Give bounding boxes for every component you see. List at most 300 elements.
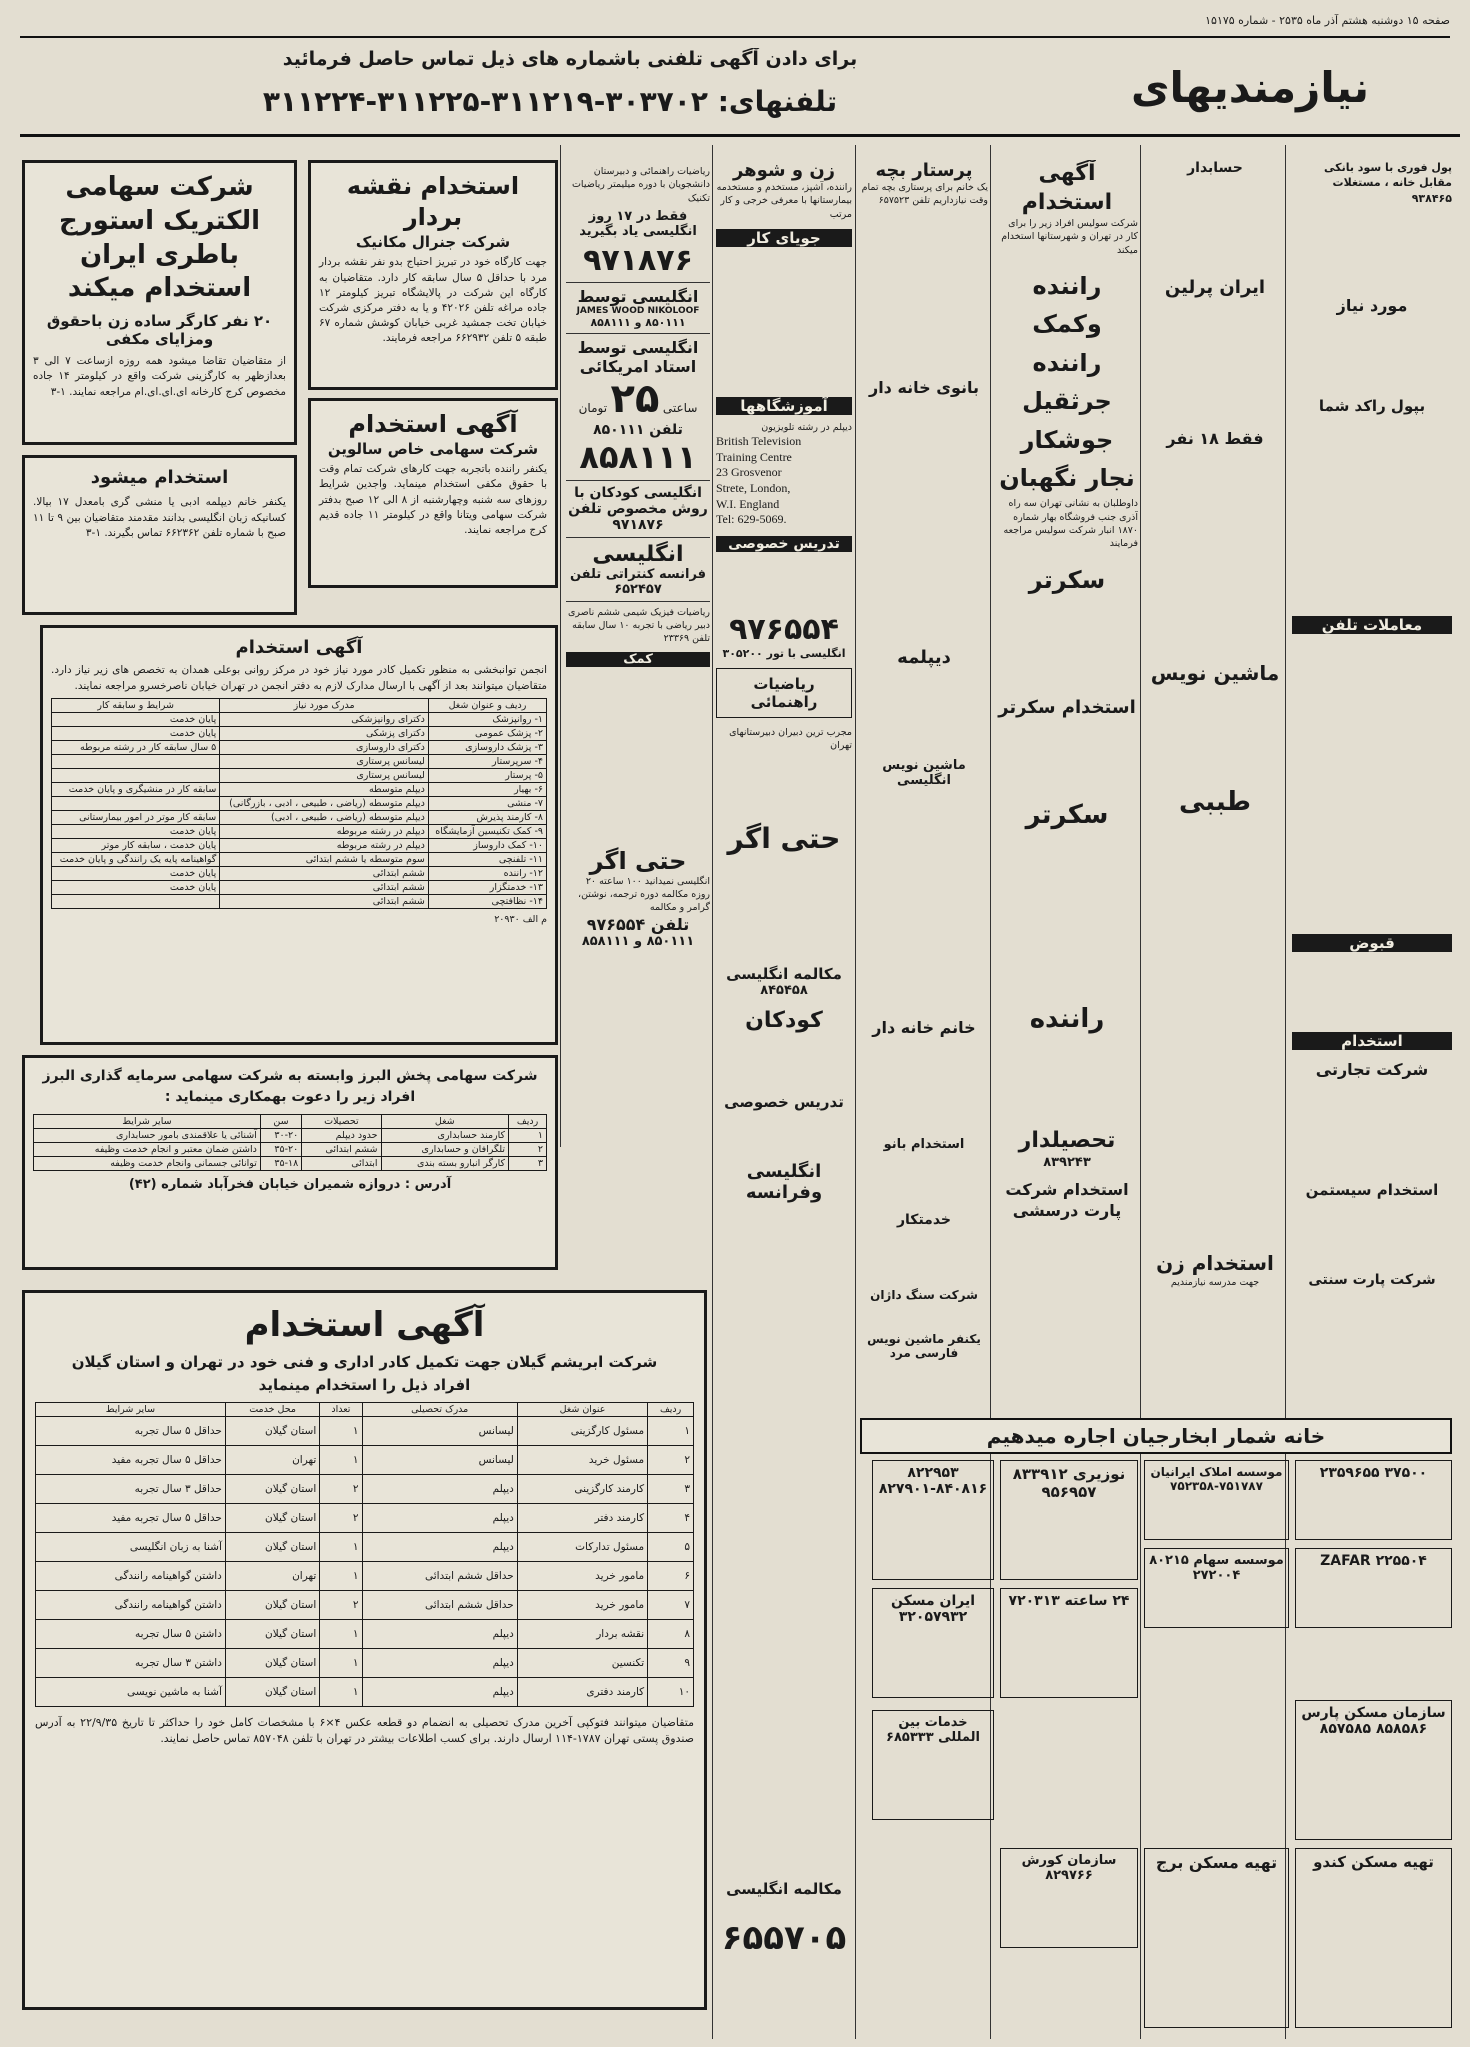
table-cell: کارگر انبارو بسته بندی	[381, 1157, 509, 1171]
french: فرانسه کنتراتی تلفن ۶۵۲۴۵۷	[569, 566, 707, 597]
alborz-row	[34, 1129, 547, 1143]
table-cell: گواهینامه پایه یک رانندگی و پایان خدمت	[52, 852, 220, 866]
employ2: استخدام سکرتر	[998, 696, 1136, 718]
rehab-title: آگهی استخدام	[235, 637, 363, 658]
phone2: ۸۵۰۱۱۱ و ۸۵۸۱۱۱	[590, 315, 686, 329]
col-rule	[1140, 145, 1141, 2039]
table-cell: داشتن گواهینامه رانندگی	[36, 1591, 226, 1620]
collector-phone: ۸۳۹۲۴۳	[1043, 1155, 1091, 1171]
table-header: سایر شرایط	[34, 1115, 261, 1129]
gilan-row	[36, 1649, 694, 1678]
employ-body: جهت مدرسه نیازمندیم	[1170, 1276, 1260, 1288]
table-cell: کارمند دفتر	[517, 1504, 647, 1533]
folio-line	[20, 14, 1450, 34]
music: ریاضیات فیزیک شیمی ششم ناصری دبیر ریاضی با تجربه ۱۰ سال سابقه تلفن ۲۳۳۶۹	[567, 606, 710, 645]
bottom-ad-2	[1144, 1460, 1289, 1540]
header-rule	[20, 36, 1450, 38]
rehab-row	[52, 740, 547, 754]
table-cell: پایان خدمت	[52, 726, 220, 740]
school-en-line: Tel: 629-5069.	[716, 512, 787, 527]
bottom-ad-1-text: ۳۷۵۰۰ ۲۳۵۹۶۵۵	[1319, 1465, 1428, 1481]
table-cell: لیسانس پرستاری	[220, 754, 429, 768]
diploma-title: دیپلمه	[897, 646, 951, 668]
housing-bar-text: خانه شمار ابخارجیان اجاره میدهیم	[986, 1424, 1326, 1448]
driver: راننده وکمک راننده جرثقیل جوشکار نجار نگهبان	[999, 272, 1135, 493]
table-cell: استان گیلان	[225, 1678, 319, 1707]
table-cell: ۱۰	[648, 1678, 694, 1707]
table-cell: آشنا به زبان انگلیسی	[36, 1533, 226, 1562]
mokaleme: مکالمه انگلیسی	[726, 965, 842, 984]
call-notice-text: برای دادن آگهی تلفنی باشماره های ذیل تماس حاصل فرمائید	[282, 48, 858, 70]
english-tosaw: انگلیسی توسط	[577, 286, 699, 306]
part-title: شرکت پارت سنتی	[1308, 1271, 1436, 1288]
kids: انگلیسی کودکان با روش مخصوص تلفن ۹۷۱۸۷۶	[568, 484, 708, 533]
employ: استخدام زن	[1156, 1250, 1274, 1275]
bank-title: پول فوری با سود بانکی مقابل خانه ، مستغلات ۹۳۸۴۶۵	[1324, 161, 1452, 205]
gilan-row	[36, 1620, 694, 1649]
table-cell	[52, 754, 220, 768]
salvin-body: یکنفر راننده باتجربه جهت کارهای شرکت تمام وقت با حقوق مکفی استخدام مینماید. واجدین شرایط روزهای سه شنبه وچهارشنبه از ۸ الی ۱۲ صبح بدفتر شرکت سهامی ویتانا واقع در کیلومتر ۱۱ جاده قدیم کرج مراجعه نمایند.	[319, 463, 548, 537]
bottom-ad-13	[1295, 1848, 1452, 2028]
bottom-ad-8	[1295, 1548, 1452, 1628]
table-cell: ۱	[320, 1533, 362, 1562]
table-cell: ۱۲- راننده	[428, 866, 546, 880]
women-body: راننده، آشپز، مستخدم و مستخدمه بیمارستانها با معرفی خرجی و کار مرتب	[716, 182, 852, 220]
school-bar: آموزشگاهها	[716, 397, 852, 415]
table-header: تعداد	[320, 1403, 362, 1417]
table-header: مدرک تحصیلی	[362, 1403, 517, 1417]
rehab-row	[52, 726, 547, 740]
hours: ساعتی	[662, 400, 698, 415]
table-cell: ۱	[320, 1417, 362, 1446]
map-ad	[308, 160, 558, 390]
battery-title: شرکت سهامی الکتریک استورج باطری ایران استخدام میکند	[58, 172, 261, 304]
rehab-ad	[40, 625, 558, 1045]
table-cell: آشنائی یا علاقمندی بامور حسابداری	[34, 1129, 261, 1143]
table-cell: دیپلم متوسطه (ریاضی ، طبیعی ، ادبی ، بازرگانی)	[220, 796, 429, 810]
table-header: مدرک مورد نیاز	[220, 698, 429, 712]
typist: ماشین نویس انگلیسی	[882, 757, 966, 788]
phones-list: ۳۰۳۷۰۲-۳۱۱۲۱۹-۳۱۱۲۲۵-۳۱۱۲۲۴	[262, 85, 708, 118]
table-cell: ۲	[320, 1475, 362, 1504]
bottom-ad-6-text: ۲۴ ساعته ۷۲۰۳۱۳	[1008, 1593, 1130, 1609]
table-cell: دیپلم متوسطه	[220, 782, 429, 796]
table-cell: ۱	[320, 1562, 362, 1591]
iran-perlin: ایران پرلین	[1164, 277, 1266, 298]
table-cell: دیپلم	[362, 1649, 517, 1678]
teacher-en: JAMES WOOD NIKOLOOF	[576, 305, 700, 316]
table-cell: ۱۴- نظافتچی	[428, 894, 546, 908]
table-cell: دیپلم در رشته مربوطه	[220, 824, 429, 838]
table-cell	[52, 894, 220, 908]
rehab-row	[52, 880, 547, 894]
driver2: راننده	[1029, 1003, 1105, 1034]
table-header: تحصیلات	[302, 1115, 381, 1129]
gilan-row	[36, 1417, 694, 1446]
table-cell: کارمند حسابداری	[381, 1129, 509, 1143]
phones-label: تلفنهای:	[717, 85, 838, 118]
masthead-rule	[20, 134, 1460, 137]
table-header: سایر شرایط	[36, 1403, 226, 1417]
school-en-line: Strete, London,	[716, 480, 791, 495]
table-header: ردیف و عنوان شغل	[428, 698, 546, 712]
col-4	[860, 160, 988, 1380]
table-cell: حداقل ششم ابتدائی	[362, 1591, 517, 1620]
hatta-big: حتی اگر	[727, 822, 841, 856]
table-cell: دکترای داروسازی	[220, 740, 429, 754]
bottom-ad-6	[1000, 1588, 1138, 1698]
price-line	[566, 376, 710, 422]
gilan-ad	[22, 1290, 707, 2010]
table-cell: ۴	[648, 1504, 694, 1533]
table-cell: سابقه کار موتر در امور بیمارستانی	[52, 810, 220, 824]
bottom-ad-8-text: ZAFAR ۲۲۵۵۰۴	[1320, 1553, 1427, 1569]
bottom-ad-11-text: تهیه مسکن برج	[1155, 1853, 1278, 1872]
kudakan: کودکان	[745, 1008, 823, 1034]
rehab-row	[52, 852, 547, 866]
table-cell: پایان خدمت ، سابقه کار موتر	[52, 838, 220, 852]
school-en-line: Training Centre	[716, 449, 792, 464]
table-cell: حدود دیپلم	[302, 1129, 381, 1143]
table-cell: ۱	[320, 1649, 362, 1678]
typist: ماشین نویس	[1150, 661, 1280, 686]
table-cell: دیپلم متوسطه (ریاضی ، طبیعی ، ادبی)	[220, 810, 429, 824]
trading-title: شرکت تجارتی	[1315, 1060, 1429, 1080]
alborz-ad	[22, 1055, 558, 1270]
alborz-table	[33, 1114, 547, 1171]
table-cell: دیپلم	[362, 1504, 517, 1533]
section-bar: کمک	[566, 652, 710, 667]
table-cell: تهران	[225, 1562, 319, 1591]
table-cell: دکترای روانپزشکی	[220, 712, 429, 726]
bottom-ad-4-text: ۸۲۲۹۵۳ ۸۲۷۹۰۱-۸۴۰۸۱۶	[878, 1465, 988, 1497]
table-cell: پایان خدمت	[52, 880, 220, 894]
salvin-company: شرکت سهامی خاص سالوین	[327, 440, 539, 459]
table-cell: پایان خدمت	[52, 824, 220, 838]
mokaleme2: مکالمه انگلیسی	[726, 1880, 842, 1898]
table-cell: ۲	[320, 1504, 362, 1533]
table-cell: ۳۰-۲۰	[260, 1129, 301, 1143]
bottom-ad-3-text: نوزیری ۸۳۳۹۱۲ ۹۵۶۹۵۷	[1012, 1465, 1126, 1501]
table-cell: حداقل ۵ سال تجربه مفید	[36, 1504, 226, 1533]
table-cell: دیپلم در رشته مربوطه	[220, 838, 429, 852]
table-cell: ۷- منشی	[428, 796, 546, 810]
hiring-title: استخدام میشود	[90, 467, 229, 488]
table-header: سن	[260, 1115, 301, 1129]
table-cell: ۶- بهیار	[428, 782, 546, 796]
table-cell	[52, 796, 220, 810]
phone-trade-bar: معاملات تلفن	[1292, 616, 1452, 634]
table-cell: ۱	[320, 1620, 362, 1649]
big-phone: ۶۵۵۷۰۵	[721, 1918, 847, 1958]
map-company: شرکت جنرال مکانیک	[355, 233, 511, 252]
phone1: ۹۷۱۸۷۶	[583, 242, 693, 278]
table-cell: مامور خرید	[517, 1591, 647, 1620]
table-cell: پایان خدمت	[52, 866, 220, 880]
rehab-row	[52, 768, 547, 782]
qabz-bar: قبوض	[1292, 934, 1452, 952]
table-cell: ۱	[320, 1678, 362, 1707]
gilan-row	[36, 1591, 694, 1620]
table-cell: سوم متوسطه یا ششم ابتدائی	[220, 852, 429, 866]
school-en-line: 23 Grosvenor	[716, 465, 782, 480]
table-cell: استان گیلان	[225, 1591, 319, 1620]
table-cell: دیپلم	[362, 1678, 517, 1707]
table-cell: ۳- پزشک داروسازی	[428, 740, 546, 754]
col-6	[1146, 160, 1284, 1380]
table-cell: ششم ابتدائی	[220, 880, 429, 894]
table-cell: استان گیلان	[225, 1417, 319, 1446]
table-header: ردیف	[648, 1403, 694, 1417]
gilan-footer: متقاضیان میتوانند فتوکپی آخرین مدرک تحصیلی به انضمام دو قطعه عکس ۴×۶ با مشخصات کامل خود را حداکثر تا تاریخ ۲۲/۹/۳۵ به آدرس صندوق پستی تهران ۱۷۸۷-۱۱۴ ارسال دارند. برای کسب اطلاعات بیشتر در تهران با تلفن ۸۵۷۰۴۸ تماس حاصل نمایند.	[35, 1716, 694, 1746]
table-cell: حداقل ششم ابتدائی	[362, 1562, 517, 1591]
eighteen: فقط ۱۸ نفر	[1166, 429, 1264, 449]
driver-body: داوطلبان به نشانی تهران سه راه آذری جنب فروشگاه بهار شماره ۱۸۷۰ انبار شرکت سولیس مراجعه فرمایند	[1003, 498, 1138, 550]
table-cell: ۲	[648, 1446, 694, 1475]
khadamat: خدمتکار	[896, 1211, 952, 1228]
col-rule	[712, 145, 713, 2039]
secretary: سکرتر	[1028, 565, 1106, 594]
gilan-row	[36, 1533, 694, 1562]
table-cell: توانائی جسمانی وانجام خدمت وظیفه	[34, 1157, 261, 1171]
rehab-row	[52, 866, 547, 880]
bottom-ad-5	[1144, 1548, 1289, 1628]
phone3: تلفن ۸۵۰۱۱۱	[593, 421, 683, 438]
map-title: استخدام نقشه بردار	[346, 172, 520, 232]
table-cell: دیپلم	[362, 1620, 517, 1649]
table-cell: کارمند کارگزینی	[517, 1475, 647, 1504]
table-cell: مسئول خرید	[517, 1446, 647, 1475]
table-cell: تهران	[225, 1446, 319, 1475]
phones-band	[90, 80, 1010, 124]
housewife-title: بانوی خانه دار	[868, 377, 979, 397]
table-cell: داشتن ۳ سال تجربه	[36, 1649, 226, 1678]
tebbi: طببی	[1178, 787, 1252, 818]
rehab-intro: انجمن توانبخشی به منظور تکمیل کادر مورد نیاز خود در مرکز روانی بوعلی همدان به تخصص های زیر نیاز دارد. متقاضیان میتوانند بعد از آگهی با ارسال مدارک لازم به دفتر انجمن در تهران خیابان ناصرخسرو مراجعه نمایند.	[51, 664, 547, 692]
call-notice	[130, 48, 1010, 78]
table-cell: لیسانس	[362, 1446, 517, 1475]
col-mid	[566, 165, 710, 1285]
phone6: ۸۵۰۱۱۱ و ۸۵۸۱۱۱	[581, 933, 695, 949]
rehab-row	[52, 810, 547, 824]
bottom-ad-9-text: سازمان مسکن پارس ۸۵۸۵۸۶ ۸۵۷۵۸۵	[1301, 1705, 1446, 1737]
gilan-row	[36, 1475, 694, 1504]
gilan-table	[35, 1402, 694, 1707]
bottom-ad-7-text: ایران مسکن ۳۲۰۵۷۹۳۲	[890, 1593, 976, 1625]
hatta: حتی اگر	[589, 846, 687, 875]
english-ad: ریاضیات راهنمائی و دبیرستان دانشجویان با دوره میلیمتر ریاضیات تکنیک	[571, 166, 710, 204]
women-title: زن و شوهر	[732, 160, 836, 181]
salvin-title: آگهی استخدام	[348, 410, 518, 438]
table-cell: داشتن ۵ سال تجربه	[36, 1620, 226, 1649]
agahi-body: شرکت سولیس افراد زیر را برای کار در تهران و شهرستانها استخدام میکند	[1001, 218, 1138, 256]
table-cell: ششم ابتدائی	[220, 894, 429, 908]
table-header: عنوان شغل	[517, 1403, 647, 1417]
table-cell: ۱۰- کمک داروساز	[428, 838, 546, 852]
table-cell: ۳	[648, 1475, 694, 1504]
table-cell: استان گیلان	[225, 1504, 319, 1533]
dabir: مجرب ترین دبیران دبیرستانهای تهران	[729, 726, 852, 752]
rehab-row	[52, 754, 547, 768]
rehab-row	[52, 782, 547, 796]
bottom-ad-12	[1000, 1848, 1138, 1948]
table-cell: ۴- سرپرستار	[428, 754, 546, 768]
rehab-code: م الف ۲۰۹۳۰	[494, 913, 547, 925]
gilan-row	[36, 1504, 694, 1533]
table-cell: حداقل ۵ سال تجربه	[36, 1417, 226, 1446]
col-3-bottom	[716, 1880, 852, 2030]
gilan-row	[36, 1678, 694, 1707]
col-rule	[560, 145, 561, 1147]
table-cell: ۷	[648, 1591, 694, 1620]
masthead	[1040, 48, 1460, 128]
accountant: حسابدار	[1187, 160, 1243, 176]
battery-body: از متقاضیان تقاضا میشود همه روزه ازساعت ۷ الی ۳ بعدازظهر به کارگزینی شرکت واقع در کیلومتر ۱۴ جاده مخصوص کرج کارخانه ای.ای.ای.ام مراجعه نمایند. ۱-۳	[33, 355, 287, 398]
housekeeper: استخدام بانو	[883, 1136, 965, 1152]
english-ad2: فقط در ۱۷ روز انگلیسی یاد بگیرید	[579, 208, 697, 239]
school-en-line: W.I. England	[716, 496, 780, 511]
tadris2: تدریس خصوصی	[724, 1093, 844, 1112]
sanat: شرکت سنگ داژان	[870, 1287, 978, 1302]
toman: تومان	[578, 400, 608, 415]
table-header: محل خدمت	[225, 1403, 319, 1417]
table-cell: لیسانس	[362, 1417, 517, 1446]
mokaleme-phone: ۸۴۵۴۵۸	[760, 983, 808, 999]
table-cell: ۳۵-۲۰	[260, 1143, 301, 1157]
phone5: تلفن ۹۷۶۵۵۴	[586, 914, 690, 934]
table-cell: ۵- پرستار	[428, 768, 546, 782]
english: انگلیسی	[592, 541, 684, 567]
table-cell: نقشه بردار	[517, 1620, 647, 1649]
table-cell: دیپلم	[362, 1475, 517, 1504]
table-cell: ۳	[509, 1157, 547, 1171]
table-cell: تکنسین	[517, 1649, 647, 1678]
table-cell: ششم ابتدائی	[220, 866, 429, 880]
table-header: شرایط و سابقه کار	[52, 698, 220, 712]
bottom-ad-13-text: تهیه مسکن کندو	[1313, 1853, 1434, 1871]
bottom-ad-9	[1295, 1700, 1452, 1840]
table-cell: سابقه کار در منشیگری و پایان خدمت	[52, 782, 220, 796]
alborz-title: شرکت سهامی پخش البرز وابسته به شرکت سهامی سرمایه گذاری البرز افراد زیر را دعوت بهمکاری مینماید :	[42, 1068, 538, 1105]
job-bar: جویای کار	[716, 229, 852, 247]
col-7	[1292, 160, 1452, 1380]
secretary2: سکرتر	[1025, 800, 1109, 831]
table-cell: ۲	[509, 1143, 547, 1157]
battery-ad	[22, 160, 297, 445]
bottom-ad-12-text: سازمان کورش ۸۲۹۷۶۶	[1021, 1853, 1117, 1883]
english3: انگلیسی وفرانسه	[745, 1161, 823, 1204]
school-en-line: British Television	[716, 434, 802, 449]
table-cell: داشتن گواهینامه رانندگی	[36, 1562, 226, 1591]
employ2: استخدام سیستمن	[1305, 1181, 1439, 1200]
table-cell: استان گیلان	[225, 1533, 319, 1562]
rehab-row	[52, 838, 547, 852]
table-cell: حداقل ۵ سال تجربه مفید	[36, 1446, 226, 1475]
phone-big: ۹۷۶۵۵۴	[729, 611, 839, 647]
folio: صفحه ۱۵ دوشنبه هشتم آذر ماه ۲۵۳۵ - شماره ۱۵۱۷۵	[1205, 14, 1450, 27]
table-cell: ۸	[648, 1620, 694, 1649]
table-cell: ۵	[648, 1533, 694, 1562]
table-cell: ۳۵-۱۸	[260, 1157, 301, 1171]
table-cell: ۲	[320, 1591, 362, 1620]
col-rule	[1285, 145, 1286, 2039]
table-cell: ۱	[648, 1417, 694, 1446]
table-cell: مسئول کارگزینی	[517, 1417, 647, 1446]
table-cell: کارمند دفتری	[517, 1678, 647, 1707]
collector: تحصیلدار	[1018, 1127, 1116, 1153]
alborz-row	[34, 1157, 547, 1171]
hiring-body: یکنفر خانم دیپلمه ادبی یا منشی گری بامعدل ۱۷ بیالا. کسانیکه زبان انگلیسی بدانند مقدمند متقاضیان بین ۹ تا ۱۱ صبح با شماره تلفن ۶۶۲۳۶۲ تماس بگیرند. ۱-۳	[33, 496, 287, 539]
tadris-bar: تدریس خصوصی	[716, 536, 852, 552]
bottom-ad-7	[872, 1588, 994, 1698]
alborz-row	[34, 1143, 547, 1157]
table-cell: استان گیلان	[225, 1620, 319, 1649]
table-cell: دیپلم	[362, 1533, 517, 1562]
battery-sub: ۲۰ نفر کارگر ساده زن باحقوق ومزایای مکفی	[46, 312, 273, 349]
loan-title: بپول راکد شما	[1318, 396, 1426, 415]
school-en	[716, 434, 852, 528]
table-cell: آشنا به ماشین نویسی	[36, 1678, 226, 1707]
bottom-ad-1	[1295, 1460, 1452, 1540]
table-cell: مامور خرید	[517, 1562, 647, 1591]
table-cell: ۱	[509, 1129, 547, 1143]
table-cell: ابتدائی	[302, 1157, 381, 1171]
rehab-row	[52, 712, 547, 726]
school-body: دیپلم در رشته تلویزیون	[761, 421, 852, 433]
hiring-ad	[22, 455, 297, 615]
nurse-body: یک خانم برای پرستاری بچه تمام وقت نیازداریم تلفن ۶۵۷۵۲۳	[861, 182, 988, 207]
table-cell: ۱- روانپزشک	[428, 712, 546, 726]
col-5	[996, 160, 1138, 1380]
table-cell: ۹- کمک تکنیسین آزمایشگاه	[428, 824, 546, 838]
table-cell: داشتن ضمان معتبر و انجام خدمت وظیفه	[34, 1143, 261, 1157]
masthead-title: نیازمندیهای	[1130, 63, 1370, 112]
housing-bar	[860, 1418, 1452, 1454]
table-header: شغل	[381, 1115, 509, 1129]
salvin-ad	[308, 398, 558, 588]
table-cell: تلگرافان و حسابداری	[381, 1143, 509, 1157]
table-cell: ۶	[648, 1562, 694, 1591]
table-cell: دکترای پزشکی	[220, 726, 429, 740]
bottom-ad-2-text: موسسه املاک ایرانیان ۷۵۱۷۸۷-۷۵۲۳۵۸	[1150, 1465, 1283, 1493]
table-cell: پایان خدمت	[52, 712, 220, 726]
col-rule	[855, 145, 856, 2039]
bottom-ad-11	[1144, 1848, 1289, 2028]
table-header: ردیف	[509, 1115, 547, 1129]
bottom-ad-10-text: خدمات بین المللی ۶۸۵۳۳۳	[886, 1715, 980, 1745]
gilan-title: آگهی استخدام	[244, 1305, 485, 1345]
table-cell: ۹	[648, 1649, 694, 1678]
rehab-table	[51, 698, 547, 909]
table-cell: ۱۱- تلفنچی	[428, 852, 546, 866]
american: انگلیسی توسط استاد امریکائی	[577, 337, 699, 376]
table-cell: ۱۳- خدمتگزار	[428, 880, 546, 894]
rehab-row	[52, 796, 547, 810]
phone4: ۸۵۸۱۱۱	[579, 437, 697, 476]
employ: استخدام شرکت پارت درسشی	[1005, 1180, 1129, 1221]
need-title: مورد نیاز	[1336, 296, 1408, 316]
khanom: خانم خانه دار	[872, 1017, 976, 1037]
table-cell: استان گیلان	[225, 1475, 319, 1504]
rehab-row	[52, 894, 547, 908]
rehab-row	[52, 824, 547, 838]
gilan-row	[36, 1446, 694, 1475]
employ-bar: استخدام	[1292, 1032, 1452, 1050]
alborz-address: آدرس : دروازه شمیران خیابان فخرآباد شماره (۴۲)	[128, 1177, 452, 1192]
gilan-row	[36, 1562, 694, 1591]
nurse-title: پرستار بچه	[875, 160, 973, 181]
table-cell: ششم ابتدائی	[302, 1143, 381, 1157]
